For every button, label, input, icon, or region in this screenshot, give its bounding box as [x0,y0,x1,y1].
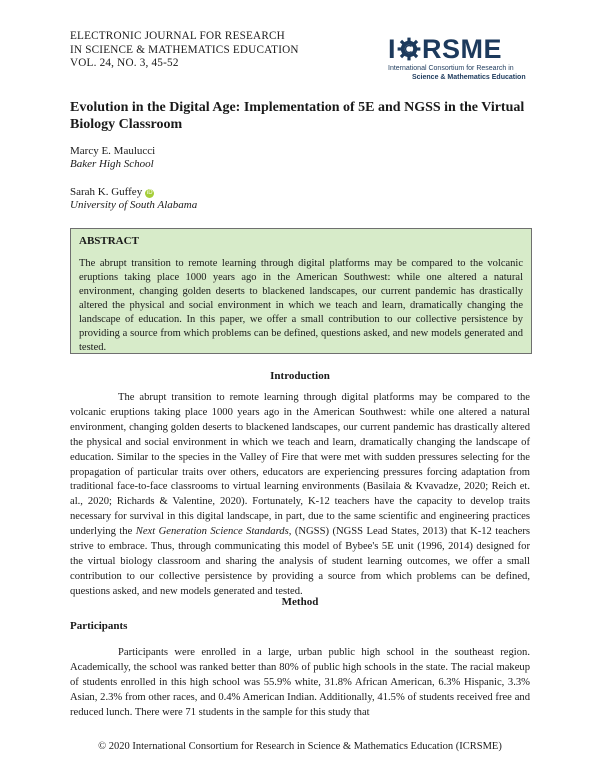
paper-title: Evolution in the Digital Age: Implementation of 5E and NGSS in the Virtual Biology Classroom [70,100,525,132]
logo-wordmark [388,34,538,64]
ngss-title-italic: Next Generation Science Standards, [135,526,292,538]
copyright-footer: © 2020 International Consortium for Research in Science & Mathematics Education (ICRSME) [98,741,502,752]
abstract-heading: ABSTRACT [79,235,139,247]
icrsme-logo [388,34,538,88]
author-name-1: Marcy E. Maulucci [70,145,156,157]
logo-letter-i: I [388,34,397,64]
intro-text-part-1: The abrupt transition to remote learning through digital platforms may be compared to the volcanic eruptions taking place 1000 years ago in the American Southwest: while one altered a natural environment, changing golden deserts to blackened landscapes, our current pandemic has drastically altered the physical and social environment in which we teach and learn, dramatically changing the landscape of education. Similar to the species in the Valley of Fire that were met with sudden pressures selecting for the propagation of particular traits over others, educators are experiencing pressures forcing adaptation from traditional face-to-face classrooms to virtual learning environments (Basilaia & Kvavadze, 2020; Reich et. al., 2020; Richards & Valentine, 2020). Fortunately, K-12 teachers have the capacity to develop traits necessary for survival in this digital landscape, in part, due to the same scientific and engineering practices underlying the [70,392,530,538]
author-affiliation-1: Baker High School [70,158,154,170]
method-heading: Method [281,596,319,608]
journal-name-line1: ELECTRONIC JOURNAL FOR RESEARCH [70,30,285,42]
orcid-icon[interactable]: iD [146,190,153,196]
logo-letters-rsme: RSME [422,34,503,64]
gear-icon [397,37,421,61]
abstract-text: The abrupt transition to remote learning through digital platforms may be compared to the volcanic eruptions taking place 1000 years ago in the American Southwest: while one altered a natural environment, changing golden deserts to blackened landscapes, our current pandemic has drastically altered the physical and social environment in which we teach and learn, dramatically changing the landscape of education. In this paper, we offer a small contribution to our collective persistence by providing a source from which problems can be defined, questions asked, and new models generated and tested. [79,258,523,353]
author-name-2: Sarah K. Guffey [70,186,143,198]
participants-paragraph: Participants were enrolled in a large, urban public high school in the southeast region. Academically, the school was ranked better than 80% of public high schools in the state. The racial makeup of students enrolled in this high school was 55.9% white, 31.8% African American, 6.3% Hispanic, 3.3% Asian, 2.3% from other races, and 0.4% American Indian. Additionally, 41.5% of students received free and reduced lunch. There were 71 students in the sample for this study that [70,647,530,718]
journal-name-line2: IN SCIENCE & MATHEMATICS EDUCATION [70,43,299,56]
logo-tagline-1: International Consortium for Research in [388,65,514,72]
journal-header [70,30,299,71]
author-affiliation-2: University of South Alabama [70,199,198,211]
introduction-heading: Introduction [270,370,330,382]
journal-volume: VOL. 24, NO. 3, 45-52 [70,57,179,69]
participants-subheading: Participants [70,620,128,632]
author-2 [70,186,154,199]
logo-tagline-2: Science & Mathematics Education [412,74,526,81]
abstract-box [70,228,532,354]
intro-text-part-2: (NGSS) (NGSS Lead States, 2013) that K-12 teachers strive to embrace. Thus, through communicating this model of Bybee's 5E unit (1996, 2014) designed for the virtual biology classroom and sharing the analysis of student learning outcomes, we offer a small contribution to our collective persistence by providing a source from which problems can be defined, questions asked, and new models generated and tested. [70,526,531,597]
introduction-paragraph [70,391,530,600]
